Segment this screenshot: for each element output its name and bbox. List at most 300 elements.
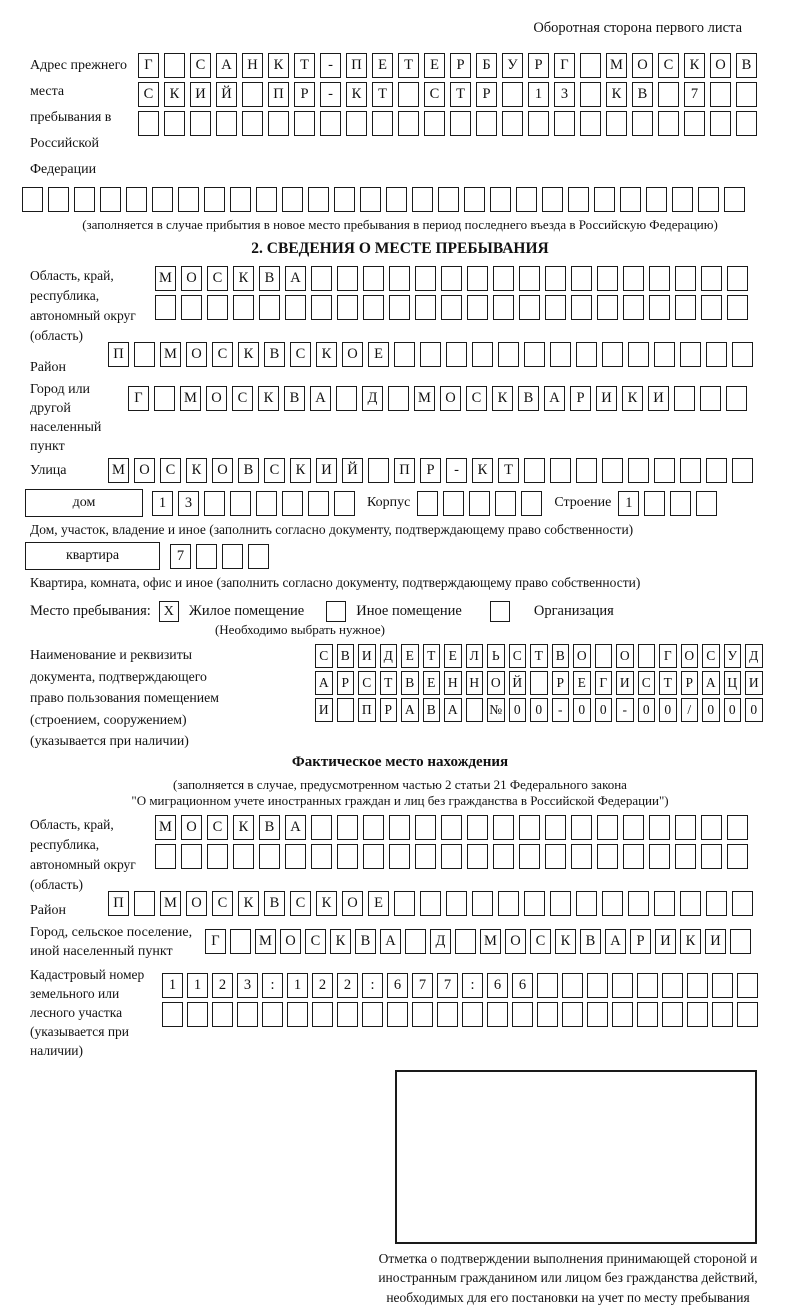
form-cell[interactable]: Т bbox=[659, 671, 677, 695]
form-cell[interactable]: М bbox=[155, 266, 176, 291]
form-cell[interactable] bbox=[597, 266, 618, 291]
form-cell[interactable] bbox=[446, 891, 467, 916]
form-cell[interactable] bbox=[337, 266, 358, 291]
form-cell[interactable]: К bbox=[233, 815, 254, 840]
form-cell[interactable]: В bbox=[264, 342, 285, 367]
form-cell[interactable] bbox=[181, 295, 202, 320]
form-cell[interactable] bbox=[311, 295, 332, 320]
form-cell[interactable] bbox=[519, 844, 540, 869]
form-cell[interactable] bbox=[580, 53, 601, 78]
form-cell[interactable] bbox=[602, 891, 623, 916]
form-cell[interactable]: О bbox=[206, 386, 227, 411]
form-cell[interactable] bbox=[730, 929, 751, 954]
form-cell[interactable]: А bbox=[380, 929, 401, 954]
form-cell[interactable]: 1 bbox=[618, 491, 639, 516]
form-cell[interactable]: С bbox=[207, 266, 228, 291]
form-cell[interactable] bbox=[554, 111, 575, 136]
form-cell[interactable]: С bbox=[424, 82, 445, 107]
form-cell[interactable]: К bbox=[472, 458, 493, 483]
form-cell[interactable]: С bbox=[232, 386, 253, 411]
form-cell[interactable]: М bbox=[255, 929, 276, 954]
form-cell[interactable] bbox=[571, 266, 592, 291]
form-cell[interactable]: Е bbox=[573, 671, 591, 695]
form-cell[interactable] bbox=[524, 342, 545, 367]
form-cell[interactable]: Г bbox=[128, 386, 149, 411]
form-cell[interactable]: Р bbox=[337, 671, 355, 695]
form-cell[interactable]: О bbox=[505, 929, 526, 954]
form-cell[interactable] bbox=[550, 458, 571, 483]
form-cell[interactable] bbox=[362, 1002, 383, 1027]
form-cell[interactable] bbox=[230, 491, 251, 516]
form-cell[interactable] bbox=[424, 111, 445, 136]
form-cell[interactable] bbox=[154, 386, 175, 411]
form-cell[interactable]: П bbox=[358, 698, 376, 722]
form-cell[interactable]: Г bbox=[205, 929, 226, 954]
form-cell[interactable] bbox=[363, 815, 384, 840]
form-cell[interactable]: 3 bbox=[554, 82, 575, 107]
form-cell[interactable]: С bbox=[358, 671, 376, 695]
form-cell[interactable] bbox=[632, 111, 653, 136]
form-cell[interactable] bbox=[537, 973, 558, 998]
form-cell[interactable]: Г bbox=[595, 671, 613, 695]
form-cell[interactable]: Е bbox=[401, 644, 419, 668]
form-cell[interactable] bbox=[467, 266, 488, 291]
form-cell[interactable]: В bbox=[401, 671, 419, 695]
form-cell[interactable]: Н bbox=[444, 671, 462, 695]
form-cell[interactable] bbox=[467, 844, 488, 869]
form-cell[interactable] bbox=[386, 187, 407, 212]
form-cell[interactable] bbox=[696, 491, 717, 516]
form-cell[interactable] bbox=[623, 266, 644, 291]
form-cell[interactable] bbox=[658, 82, 679, 107]
checkbox-other-premises[interactable] bbox=[326, 601, 346, 622]
form-cell[interactable] bbox=[337, 698, 355, 722]
form-cell[interactable] bbox=[282, 491, 303, 516]
form-cell[interactable]: А bbox=[216, 53, 237, 78]
form-cell[interactable]: 0 bbox=[530, 698, 548, 722]
form-cell[interactable] bbox=[675, 844, 696, 869]
form-cell[interactable] bbox=[394, 342, 415, 367]
form-cell[interactable] bbox=[737, 973, 758, 998]
form-cell[interactable]: 0 bbox=[745, 698, 763, 722]
form-cell[interactable]: 7 bbox=[684, 82, 705, 107]
form-cell[interactable]: Р bbox=[380, 698, 398, 722]
form-cell[interactable]: Т bbox=[372, 82, 393, 107]
form-cell[interactable]: Г bbox=[138, 53, 159, 78]
form-cell[interactable] bbox=[654, 342, 675, 367]
form-cell[interactable] bbox=[415, 295, 436, 320]
form-cell[interactable]: А bbox=[315, 671, 333, 695]
form-cell[interactable] bbox=[415, 266, 436, 291]
form-cell[interactable] bbox=[736, 111, 757, 136]
form-cell[interactable] bbox=[389, 815, 410, 840]
form-cell[interactable] bbox=[687, 973, 708, 998]
form-cell[interactable]: К bbox=[238, 891, 259, 916]
form-cell[interactable]: К bbox=[316, 342, 337, 367]
form-cell[interactable] bbox=[334, 187, 355, 212]
form-cell[interactable] bbox=[623, 295, 644, 320]
form-cell[interactable] bbox=[597, 295, 618, 320]
form-cell[interactable]: С bbox=[658, 53, 679, 78]
form-cell[interactable]: К bbox=[268, 53, 289, 78]
form-cell[interactable] bbox=[487, 1002, 508, 1027]
form-cell[interactable]: А bbox=[702, 671, 720, 695]
form-cell[interactable]: В bbox=[552, 644, 570, 668]
form-cell[interactable]: О bbox=[342, 891, 363, 916]
form-cell[interactable] bbox=[259, 844, 280, 869]
form-cell[interactable] bbox=[437, 1002, 458, 1027]
form-cell[interactable]: В bbox=[284, 386, 305, 411]
form-cell[interactable] bbox=[455, 929, 476, 954]
form-cell[interactable]: Т bbox=[423, 644, 441, 668]
form-cell[interactable]: К bbox=[258, 386, 279, 411]
form-cell[interactable] bbox=[571, 295, 592, 320]
form-cell[interactable]: Г bbox=[554, 53, 575, 78]
form-cell[interactable]: В bbox=[264, 891, 285, 916]
form-cell[interactable]: О bbox=[681, 644, 699, 668]
form-cell[interactable]: 6 bbox=[512, 973, 533, 998]
form-cell[interactable]: 0 bbox=[638, 698, 656, 722]
form-cell[interactable]: И bbox=[705, 929, 726, 954]
form-cell[interactable]: С bbox=[207, 815, 228, 840]
form-cell[interactable]: : bbox=[462, 973, 483, 998]
form-cell[interactable] bbox=[628, 342, 649, 367]
form-cell[interactable] bbox=[562, 1002, 583, 1027]
form-cell[interactable] bbox=[398, 111, 419, 136]
form-cell[interactable]: Е bbox=[368, 891, 389, 916]
form-cell[interactable] bbox=[712, 973, 733, 998]
form-cell[interactable]: В bbox=[355, 929, 376, 954]
form-cell[interactable] bbox=[389, 844, 410, 869]
form-cell[interactable]: О bbox=[487, 671, 505, 695]
form-cell[interactable] bbox=[233, 844, 254, 869]
form-cell[interactable]: В bbox=[632, 82, 653, 107]
form-cell[interactable] bbox=[674, 386, 695, 411]
form-cell[interactable] bbox=[74, 187, 95, 212]
form-cell[interactable]: А bbox=[285, 815, 306, 840]
form-cell[interactable]: С bbox=[138, 82, 159, 107]
form-cell[interactable]: С bbox=[160, 458, 181, 483]
form-cell[interactable]: И bbox=[315, 698, 333, 722]
form-cell[interactable] bbox=[732, 891, 753, 916]
form-cell[interactable]: : bbox=[362, 973, 383, 998]
form-cell[interactable] bbox=[727, 815, 748, 840]
form-cell[interactable]: 7 bbox=[412, 973, 433, 998]
form-cell[interactable] bbox=[360, 187, 381, 212]
form-cell[interactable]: Т bbox=[294, 53, 315, 78]
form-cell[interactable]: Н bbox=[242, 53, 263, 78]
form-cell[interactable] bbox=[450, 111, 471, 136]
form-cell[interactable]: М bbox=[155, 815, 176, 840]
form-cell[interactable] bbox=[134, 891, 155, 916]
form-cell[interactable] bbox=[312, 1002, 333, 1027]
form-cell[interactable] bbox=[256, 187, 277, 212]
form-cell[interactable]: - bbox=[320, 82, 341, 107]
form-cell[interactable] bbox=[562, 973, 583, 998]
form-cell[interactable]: О bbox=[616, 644, 634, 668]
form-cell[interactable]: О bbox=[632, 53, 653, 78]
form-cell[interactable] bbox=[726, 386, 747, 411]
form-cell[interactable]: 0 bbox=[659, 698, 677, 722]
form-cell[interactable]: 1 bbox=[528, 82, 549, 107]
form-cell[interactable]: О bbox=[181, 266, 202, 291]
form-cell[interactable] bbox=[602, 458, 623, 483]
form-cell[interactable] bbox=[490, 187, 511, 212]
form-cell[interactable] bbox=[550, 342, 571, 367]
form-cell[interactable] bbox=[519, 295, 540, 320]
form-cell[interactable]: К bbox=[346, 82, 367, 107]
form-cell[interactable] bbox=[388, 386, 409, 411]
form-cell[interactable]: К bbox=[606, 82, 627, 107]
form-cell[interactable] bbox=[204, 187, 225, 212]
form-cell[interactable] bbox=[164, 111, 185, 136]
form-cell[interactable]: М bbox=[160, 891, 181, 916]
form-cell[interactable] bbox=[706, 458, 727, 483]
form-cell[interactable] bbox=[602, 342, 623, 367]
form-cell[interactable] bbox=[187, 1002, 208, 1027]
form-cell[interactable]: 2 bbox=[312, 973, 333, 998]
form-cell[interactable]: И bbox=[596, 386, 617, 411]
form-cell[interactable] bbox=[237, 1002, 258, 1027]
form-cell[interactable]: Т bbox=[498, 458, 519, 483]
form-cell[interactable]: А bbox=[605, 929, 626, 954]
form-cell[interactable] bbox=[190, 111, 211, 136]
form-cell[interactable] bbox=[646, 187, 667, 212]
form-cell[interactable]: Е bbox=[368, 342, 389, 367]
form-cell[interactable] bbox=[545, 815, 566, 840]
form-cell[interactable] bbox=[662, 973, 683, 998]
form-cell[interactable] bbox=[542, 187, 563, 212]
form-cell[interactable] bbox=[394, 891, 415, 916]
form-cell[interactable]: В bbox=[518, 386, 539, 411]
form-cell[interactable]: О bbox=[280, 929, 301, 954]
form-cell[interactable]: К bbox=[555, 929, 576, 954]
form-cell[interactable] bbox=[587, 1002, 608, 1027]
form-cell[interactable] bbox=[207, 295, 228, 320]
form-cell[interactable] bbox=[337, 295, 358, 320]
form-cell[interactable] bbox=[346, 111, 367, 136]
form-cell[interactable]: 7 bbox=[170, 544, 191, 569]
form-cell[interactable] bbox=[412, 1002, 433, 1027]
form-cell[interactable] bbox=[334, 491, 355, 516]
form-cell[interactable]: Р bbox=[476, 82, 497, 107]
form-cell[interactable] bbox=[628, 458, 649, 483]
form-cell[interactable]: 0 bbox=[724, 698, 742, 722]
form-cell[interactable] bbox=[493, 844, 514, 869]
form-cell[interactable]: - bbox=[446, 458, 467, 483]
form-cell[interactable] bbox=[337, 1002, 358, 1027]
form-cell[interactable] bbox=[606, 111, 627, 136]
form-cell[interactable] bbox=[134, 342, 155, 367]
form-cell[interactable]: С bbox=[315, 644, 333, 668]
form-cell[interactable]: И bbox=[190, 82, 211, 107]
form-cell[interactable] bbox=[417, 491, 438, 516]
form-cell[interactable]: № bbox=[487, 698, 505, 722]
form-cell[interactable]: Д bbox=[380, 644, 398, 668]
form-cell[interactable] bbox=[623, 844, 644, 869]
form-cell[interactable] bbox=[521, 491, 542, 516]
form-cell[interactable]: А bbox=[444, 698, 462, 722]
form-cell[interactable] bbox=[680, 458, 701, 483]
form-cell[interactable]: С bbox=[530, 929, 551, 954]
form-cell[interactable] bbox=[155, 295, 176, 320]
form-cell[interactable]: В bbox=[337, 644, 355, 668]
form-cell[interactable]: Б bbox=[476, 53, 497, 78]
checkbox-residential[interactable]: X bbox=[159, 601, 179, 622]
form-cell[interactable]: Р bbox=[294, 82, 315, 107]
form-cell[interactable]: Ц bbox=[724, 671, 742, 695]
form-cell[interactable] bbox=[368, 458, 389, 483]
form-cell[interactable]: Е bbox=[444, 644, 462, 668]
form-cell[interactable]: С bbox=[638, 671, 656, 695]
form-cell[interactable]: 6 bbox=[487, 973, 508, 998]
form-cell[interactable] bbox=[212, 1002, 233, 1027]
form-cell[interactable] bbox=[336, 386, 357, 411]
form-cell[interactable] bbox=[545, 844, 566, 869]
form-cell[interactable] bbox=[530, 671, 548, 695]
form-cell[interactable] bbox=[493, 815, 514, 840]
form-cell[interactable] bbox=[441, 266, 462, 291]
form-cell[interactable] bbox=[684, 111, 705, 136]
form-cell[interactable]: Й bbox=[216, 82, 237, 107]
form-cell[interactable] bbox=[441, 295, 462, 320]
form-cell[interactable]: С bbox=[264, 458, 285, 483]
form-cell[interactable]: И bbox=[745, 671, 763, 695]
form-cell[interactable]: Л bbox=[466, 644, 484, 668]
form-cell[interactable] bbox=[389, 295, 410, 320]
form-cell[interactable] bbox=[467, 295, 488, 320]
form-cell[interactable] bbox=[658, 111, 679, 136]
form-cell[interactable] bbox=[612, 973, 633, 998]
form-cell[interactable]: 7 bbox=[437, 973, 458, 998]
form-cell[interactable] bbox=[438, 187, 459, 212]
form-cell[interactable] bbox=[571, 815, 592, 840]
form-cell[interactable] bbox=[230, 929, 251, 954]
form-cell[interactable] bbox=[700, 386, 721, 411]
form-cell[interactable]: О bbox=[186, 342, 207, 367]
form-cell[interactable]: Д bbox=[745, 644, 763, 668]
form-cell[interactable]: Р bbox=[630, 929, 651, 954]
form-cell[interactable] bbox=[519, 815, 540, 840]
form-cell[interactable]: Р bbox=[570, 386, 591, 411]
form-cell[interactable] bbox=[571, 844, 592, 869]
form-cell[interactable]: 0 bbox=[509, 698, 527, 722]
form-cell[interactable] bbox=[363, 844, 384, 869]
form-cell[interactable] bbox=[512, 1002, 533, 1027]
form-cell[interactable]: Д bbox=[430, 929, 451, 954]
form-cell[interactable] bbox=[687, 1002, 708, 1027]
form-cell[interactable] bbox=[389, 266, 410, 291]
form-cell[interactable]: Е bbox=[372, 53, 393, 78]
form-cell[interactable] bbox=[727, 266, 748, 291]
form-cell[interactable] bbox=[675, 266, 696, 291]
form-cell[interactable]: : bbox=[262, 973, 283, 998]
form-cell[interactable]: С bbox=[190, 53, 211, 78]
form-cell[interactable] bbox=[662, 1002, 683, 1027]
form-cell[interactable]: К bbox=[492, 386, 513, 411]
form-cell[interactable] bbox=[248, 544, 269, 569]
form-cell[interactable] bbox=[701, 266, 722, 291]
form-cell[interactable] bbox=[155, 844, 176, 869]
form-cell[interactable]: О bbox=[342, 342, 363, 367]
form-cell[interactable] bbox=[638, 644, 656, 668]
form-cell[interactable]: О bbox=[573, 644, 591, 668]
form-cell[interactable] bbox=[568, 187, 589, 212]
form-cell[interactable]: К bbox=[186, 458, 207, 483]
form-cell[interactable] bbox=[22, 187, 43, 212]
form-cell[interactable] bbox=[580, 82, 601, 107]
form-cell[interactable] bbox=[256, 491, 277, 516]
form-cell[interactable]: Т bbox=[380, 671, 398, 695]
form-cell[interactable] bbox=[576, 342, 597, 367]
form-cell[interactable] bbox=[649, 815, 670, 840]
form-cell[interactable]: В bbox=[423, 698, 441, 722]
form-cell[interactable] bbox=[516, 187, 537, 212]
form-cell[interactable] bbox=[675, 815, 696, 840]
form-cell[interactable] bbox=[216, 111, 237, 136]
form-cell[interactable] bbox=[732, 458, 753, 483]
form-cell[interactable] bbox=[441, 815, 462, 840]
form-cell[interactable] bbox=[287, 1002, 308, 1027]
form-cell[interactable] bbox=[675, 295, 696, 320]
form-cell[interactable]: К bbox=[330, 929, 351, 954]
form-cell[interactable] bbox=[493, 295, 514, 320]
form-cell[interactable] bbox=[710, 111, 731, 136]
form-cell[interactable] bbox=[308, 187, 329, 212]
form-cell[interactable] bbox=[644, 491, 665, 516]
form-cell[interactable] bbox=[524, 891, 545, 916]
form-cell[interactable] bbox=[204, 491, 225, 516]
form-cell[interactable] bbox=[736, 82, 757, 107]
form-cell[interactable] bbox=[493, 266, 514, 291]
form-cell[interactable]: М bbox=[180, 386, 201, 411]
form-cell[interactable]: М bbox=[414, 386, 435, 411]
form-cell[interactable]: - bbox=[552, 698, 570, 722]
form-cell[interactable] bbox=[537, 1002, 558, 1027]
form-cell[interactable] bbox=[472, 342, 493, 367]
form-cell[interactable] bbox=[126, 187, 147, 212]
form-cell[interactable] bbox=[162, 1002, 183, 1027]
form-cell[interactable]: М bbox=[480, 929, 501, 954]
form-cell[interactable] bbox=[524, 458, 545, 483]
form-cell[interactable]: П bbox=[394, 458, 415, 483]
form-cell[interactable] bbox=[701, 295, 722, 320]
form-cell[interactable] bbox=[207, 844, 228, 869]
form-cell[interactable]: 1 bbox=[287, 973, 308, 998]
form-cell[interactable] bbox=[285, 844, 306, 869]
form-cell[interactable] bbox=[576, 891, 597, 916]
form-cell[interactable]: В bbox=[238, 458, 259, 483]
form-cell[interactable] bbox=[680, 342, 701, 367]
form-cell[interactable]: Т bbox=[530, 644, 548, 668]
form-cell[interactable]: 0 bbox=[573, 698, 591, 722]
form-cell[interactable] bbox=[519, 266, 540, 291]
form-cell[interactable] bbox=[612, 1002, 633, 1027]
form-cell[interactable] bbox=[242, 111, 263, 136]
form-cell[interactable] bbox=[48, 187, 69, 212]
form-cell[interactable] bbox=[495, 491, 516, 516]
form-cell[interactable] bbox=[670, 491, 691, 516]
form-cell[interactable]: К bbox=[684, 53, 705, 78]
form-cell[interactable] bbox=[405, 929, 426, 954]
form-cell[interactable] bbox=[498, 342, 519, 367]
form-cell[interactable]: 0 bbox=[702, 698, 720, 722]
form-cell[interactable]: О bbox=[186, 891, 207, 916]
form-cell[interactable] bbox=[502, 82, 523, 107]
form-cell[interactable] bbox=[545, 266, 566, 291]
form-cell[interactable]: И bbox=[655, 929, 676, 954]
form-cell[interactable]: М bbox=[108, 458, 129, 483]
